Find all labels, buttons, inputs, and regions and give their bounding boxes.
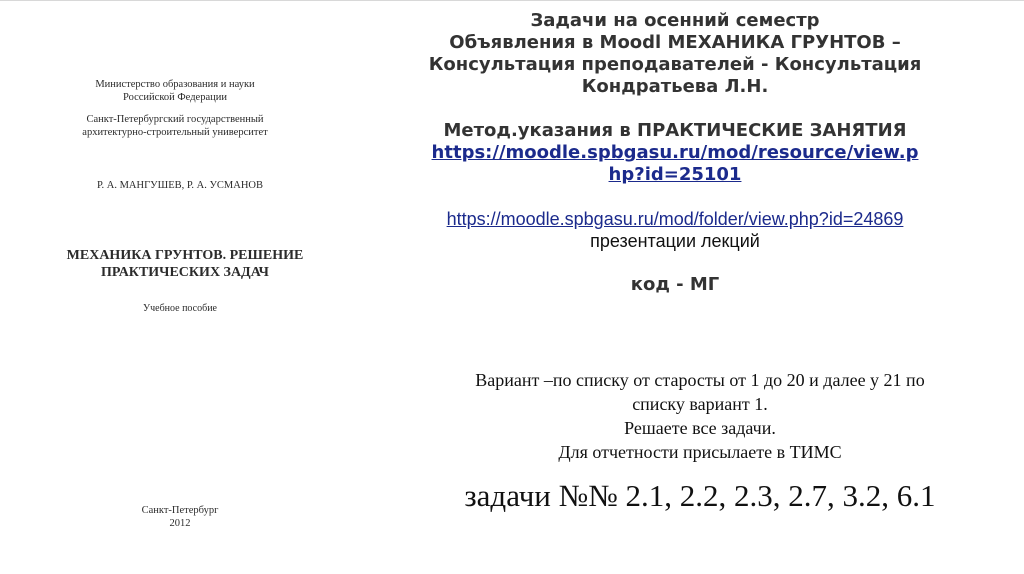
cover-university bbox=[30, 113, 320, 139]
cover-university-line2: архитектурно-строительный университет bbox=[82, 127, 268, 138]
heading-line4: Кондратьева Л.Н. bbox=[581, 76, 769, 97]
variant-line2: списку вариант 1. bbox=[632, 394, 768, 414]
cover-city: Санкт-Петербург bbox=[141, 505, 219, 516]
cover-title-line1: МЕХАНИКА ГРУНТОВ. РЕШЕНИЕ bbox=[66, 248, 304, 263]
cover-authors: Р. А. МАНГУШЕВ, Р. А. УСМАНОВ bbox=[96, 180, 263, 191]
moodle-folder-link[interactable]: https://moodle.spbgasu.ru/mod/folder/view.php?id=24869 bbox=[446, 209, 904, 229]
heading-line1: Задачи на осенний семестр bbox=[530, 10, 820, 31]
book-cover bbox=[30, 60, 360, 540]
announcement-heading bbox=[370, 10, 980, 142]
cover-ministry-line1: Министерство образования и науки bbox=[95, 79, 255, 90]
top-divider bbox=[0, 0, 1024, 1]
moodle-resource-link-part2[interactable]: hp?id=25101 bbox=[608, 164, 742, 185]
variant-line4: Для отчетности присылаете в ТИМС bbox=[558, 442, 842, 462]
cover-ministry bbox=[30, 78, 320, 104]
cover-year: 2012 bbox=[169, 518, 191, 529]
cover-ministry-line2: Российской Федерации bbox=[123, 92, 227, 103]
cover-subtitle: Учебное пособие bbox=[143, 303, 217, 314]
task-numbers: задачи №№ 2.1, 2.2, 2.3, 2.7, 3.2, 6.1 bbox=[464, 478, 936, 513]
variant-instructions bbox=[430, 368, 970, 464]
announcement-block bbox=[370, 10, 980, 295]
lectures-label: презентации лекций bbox=[590, 231, 760, 251]
cover-title bbox=[30, 247, 340, 281]
variant-line3: Решаете все задачи. bbox=[624, 418, 776, 438]
cover-title-line2: ПРАКТИЧЕСКИХ ЗАДАЧ bbox=[101, 265, 269, 280]
moodle-resource-link[interactable] bbox=[370, 142, 980, 186]
moodle-resource-link-part1[interactable]: https://moodle.spbgasu.ru/mod/resource/view.p bbox=[431, 142, 919, 163]
heading-line2: Объявления в Moodl МЕХАНИКА ГРУНТОВ – bbox=[449, 32, 901, 53]
cover-university-line1: Санкт-Петербургский государственный bbox=[86, 114, 264, 125]
heading-line5: Метод.указания в ПРАКТИЧЕСКИЕ ЗАНЯТИЯ bbox=[443, 120, 907, 141]
course-code: код - МГ bbox=[630, 274, 720, 295]
heading-line3: Консультация преподавателей - Консультация bbox=[428, 54, 922, 75]
variant-line1: Вариант –по списку от старосты от 1 до 20 и далее у 21 по bbox=[475, 370, 925, 390]
cover-city-year bbox=[30, 504, 330, 530]
